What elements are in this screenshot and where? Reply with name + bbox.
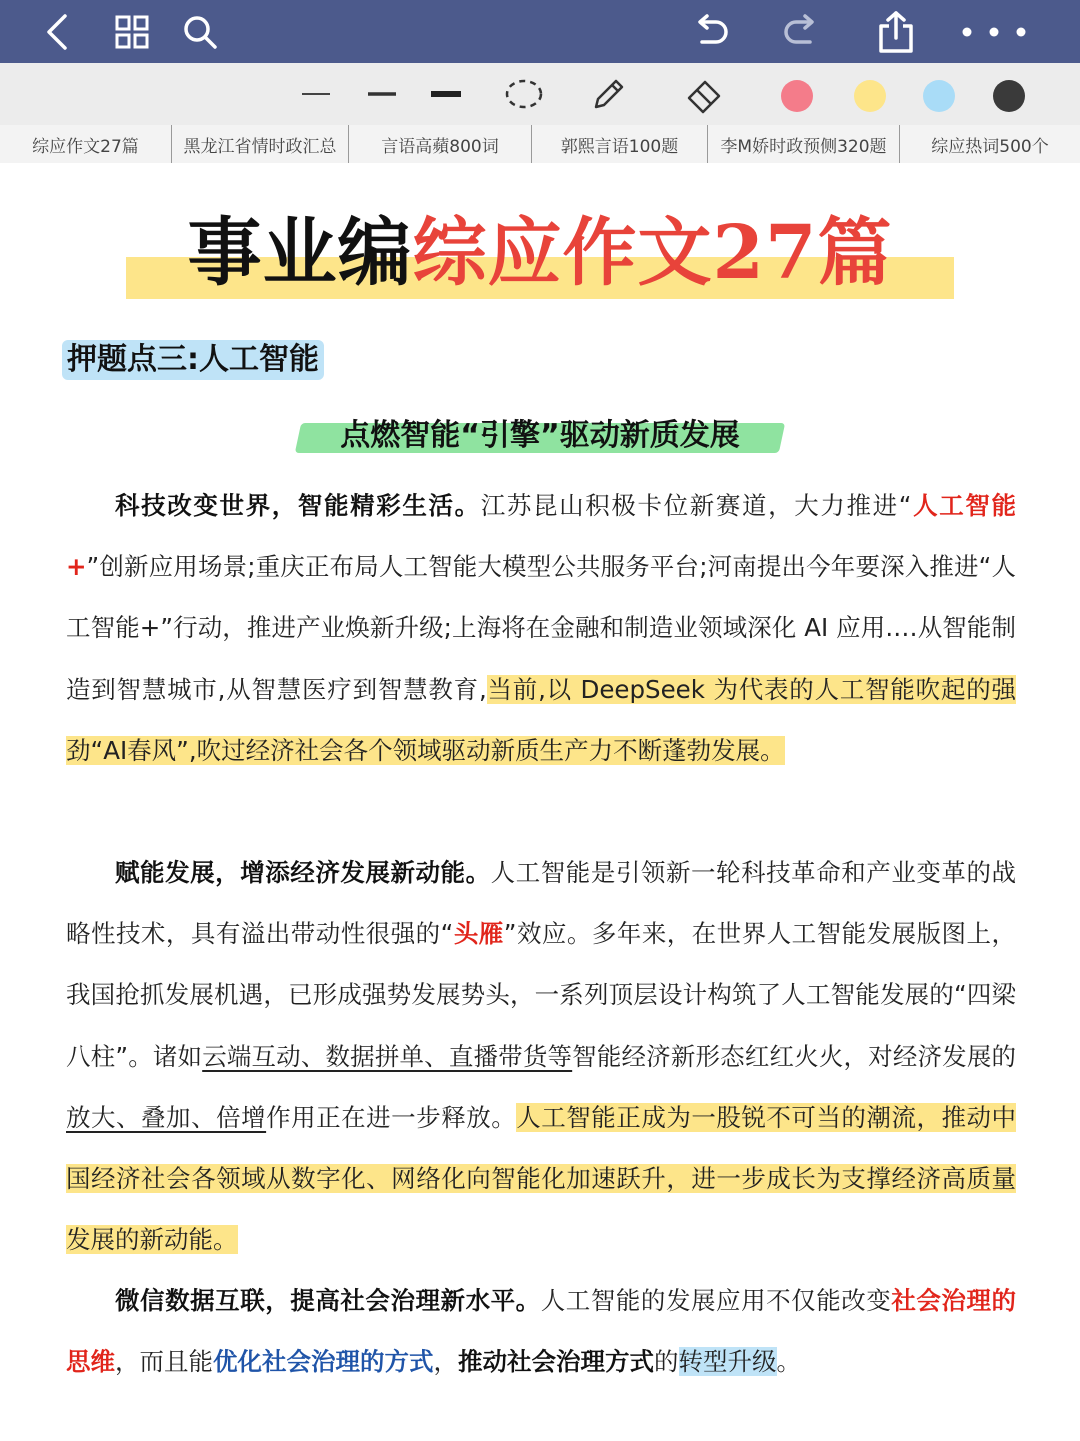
p1-highlight: 当前,以 DeepSeek 为代表的人工智能吹起的强劲“AI春风”,吹过经济社会各个领域驱动新质生产力不断蓬勃发展。	[66, 674, 1017, 765]
essay-subtitle: 点燃智能“引擎”驱动新质发展	[340, 418, 740, 453]
p1-text-2: ”创新应用场景;重庆正布局人工智能大模型公共服务平台;河南提出今年要深入推进“人工智能+”行动，推进产业焕新升级;上海将在金融和制造业领域深化 AI 应用.…从智能制造到智慧城市,从智慧医疗到智慧教育,	[66, 552, 1016, 704]
tab-doc-3[interactable]: 言语高蘋800词	[349, 125, 532, 163]
title-text	[126, 203, 954, 303]
tab-doc-6[interactable]: 综应热词500个	[931, 136, 1049, 157]
p3-text-3: ，	[433, 1347, 458, 1377]
tab-doc-2[interactable]: 黑龙江省情时政汇总	[172, 125, 349, 163]
more-button[interactable]	[952, 8, 1032, 56]
eraser-button[interactable]	[680, 63, 728, 125]
thin-line-icon	[300, 89, 332, 99]
color-swatch-black[interactable]	[993, 80, 1025, 112]
p3-bold-1: 推动社会治理方式	[458, 1347, 654, 1377]
grid-icon	[114, 14, 150, 50]
pen-toolbar	[0, 63, 1080, 125]
undo-icon	[690, 12, 730, 52]
paragraph-3	[66, 1270, 1016, 1392]
redo-button[interactable]	[778, 8, 826, 56]
p3-blue-1: 优化社会治理的方式	[213, 1347, 434, 1377]
back-button[interactable]	[34, 8, 82, 56]
share-button[interactable]	[872, 8, 920, 56]
eraser-icon	[683, 74, 725, 114]
color-swatch-blue[interactable]	[923, 80, 955, 112]
p3-text-2: ，而且能	[115, 1347, 213, 1377]
title-black-part: 事业编	[187, 210, 413, 296]
thick-line-button[interactable]	[426, 63, 466, 125]
p3-text-5: 。	[776, 1347, 801, 1377]
paragraph-1	[66, 475, 1016, 781]
back-arrow-icon	[43, 12, 73, 52]
tab-doc-5[interactable]: 李M娇时政预侧320题	[708, 125, 900, 163]
undo-button[interactable]	[686, 8, 734, 56]
p3-text-4: 的	[654, 1347, 679, 1377]
redo-icon	[782, 12, 822, 52]
p2-lead: 赋能发展，增添经济发展新动能。	[115, 858, 491, 887]
page-title	[126, 203, 954, 303]
tab-doc-4[interactable]: 郭熙言语100题	[532, 125, 708, 163]
p2-text-4: 作用正在进一步释放。	[266, 1102, 517, 1132]
p2-text-3: 智能经济新形态红红火火，对经济发展的	[572, 1041, 1016, 1071]
grid-view-button[interactable]	[108, 8, 156, 56]
more-icon	[957, 26, 1027, 38]
p1-text-1: 江苏昆山积极卡位新赛道，大力推进“	[480, 491, 912, 520]
title-red-part: 综应作文27篇	[412, 210, 893, 296]
p2-text-1: 人工智能是引领新一轮科技革命和产业变革的战略性技术，具有溢出带动性很强的“	[66, 858, 1017, 949]
color-swatch-yellow[interactable]	[854, 80, 886, 112]
p1-red-1: 人工智能+	[66, 491, 1017, 582]
medium-line-button[interactable]	[362, 63, 402, 125]
thick-line-icon	[429, 89, 463, 99]
p2-underline-1: 云端互动、数据拼单、直播带货等	[202, 1041, 573, 1071]
p2-highlight: 人工智能正成为一股锐不可当的潮流，推动中国经济社会各领域从数字化、网络化向智能化加速跃升，进一步成长为支撑经济高质量发展的新动能。	[66, 1102, 1017, 1255]
p1-lead: 科技改变世界，智能精彩生活。	[115, 491, 481, 520]
top-nav-bar	[0, 0, 1080, 63]
p3-red-1: 社会治理的思维	[66, 1286, 1017, 1377]
p3-highlight: 转型升级	[678, 1347, 777, 1377]
p2-text-2: ”效应。多年来，在世界人工智能发展版图上，我国抢抓发展机遇，已形成强势发展势头，一系列顶层设计构筑了人工智能发展的“四梁八柱”。诸如	[66, 919, 1016, 1071]
p3-text-1: 人工智能的发展应用不仅能改变	[540, 1286, 892, 1315]
p2-underline-2: 放大、叠加、倍增	[66, 1102, 267, 1132]
p3-lead: 微信数据互联，提高社会治理新水平。	[115, 1286, 541, 1315]
tab-doc-1[interactable]: 综应作文27篇	[0, 125, 172, 163]
medium-line-icon	[366, 89, 398, 99]
color-swatch-pink[interactable]	[781, 80, 813, 112]
share-icon	[876, 10, 916, 54]
lasso-icon	[504, 77, 544, 111]
document-tabs	[0, 125, 1080, 163]
search-button[interactable]	[176, 8, 224, 56]
p2-red-1: 头雁	[453, 919, 504, 949]
paragraph-2	[66, 842, 1016, 1270]
pencil-button[interactable]	[584, 63, 632, 125]
lasso-button[interactable]	[500, 63, 548, 125]
pencil-icon	[588, 74, 628, 114]
topic-tag: 押题点三:人工智能	[62, 340, 324, 380]
document-page	[0, 163, 1080, 1441]
search-icon	[182, 14, 218, 50]
thin-line-button[interactable]	[296, 63, 336, 125]
